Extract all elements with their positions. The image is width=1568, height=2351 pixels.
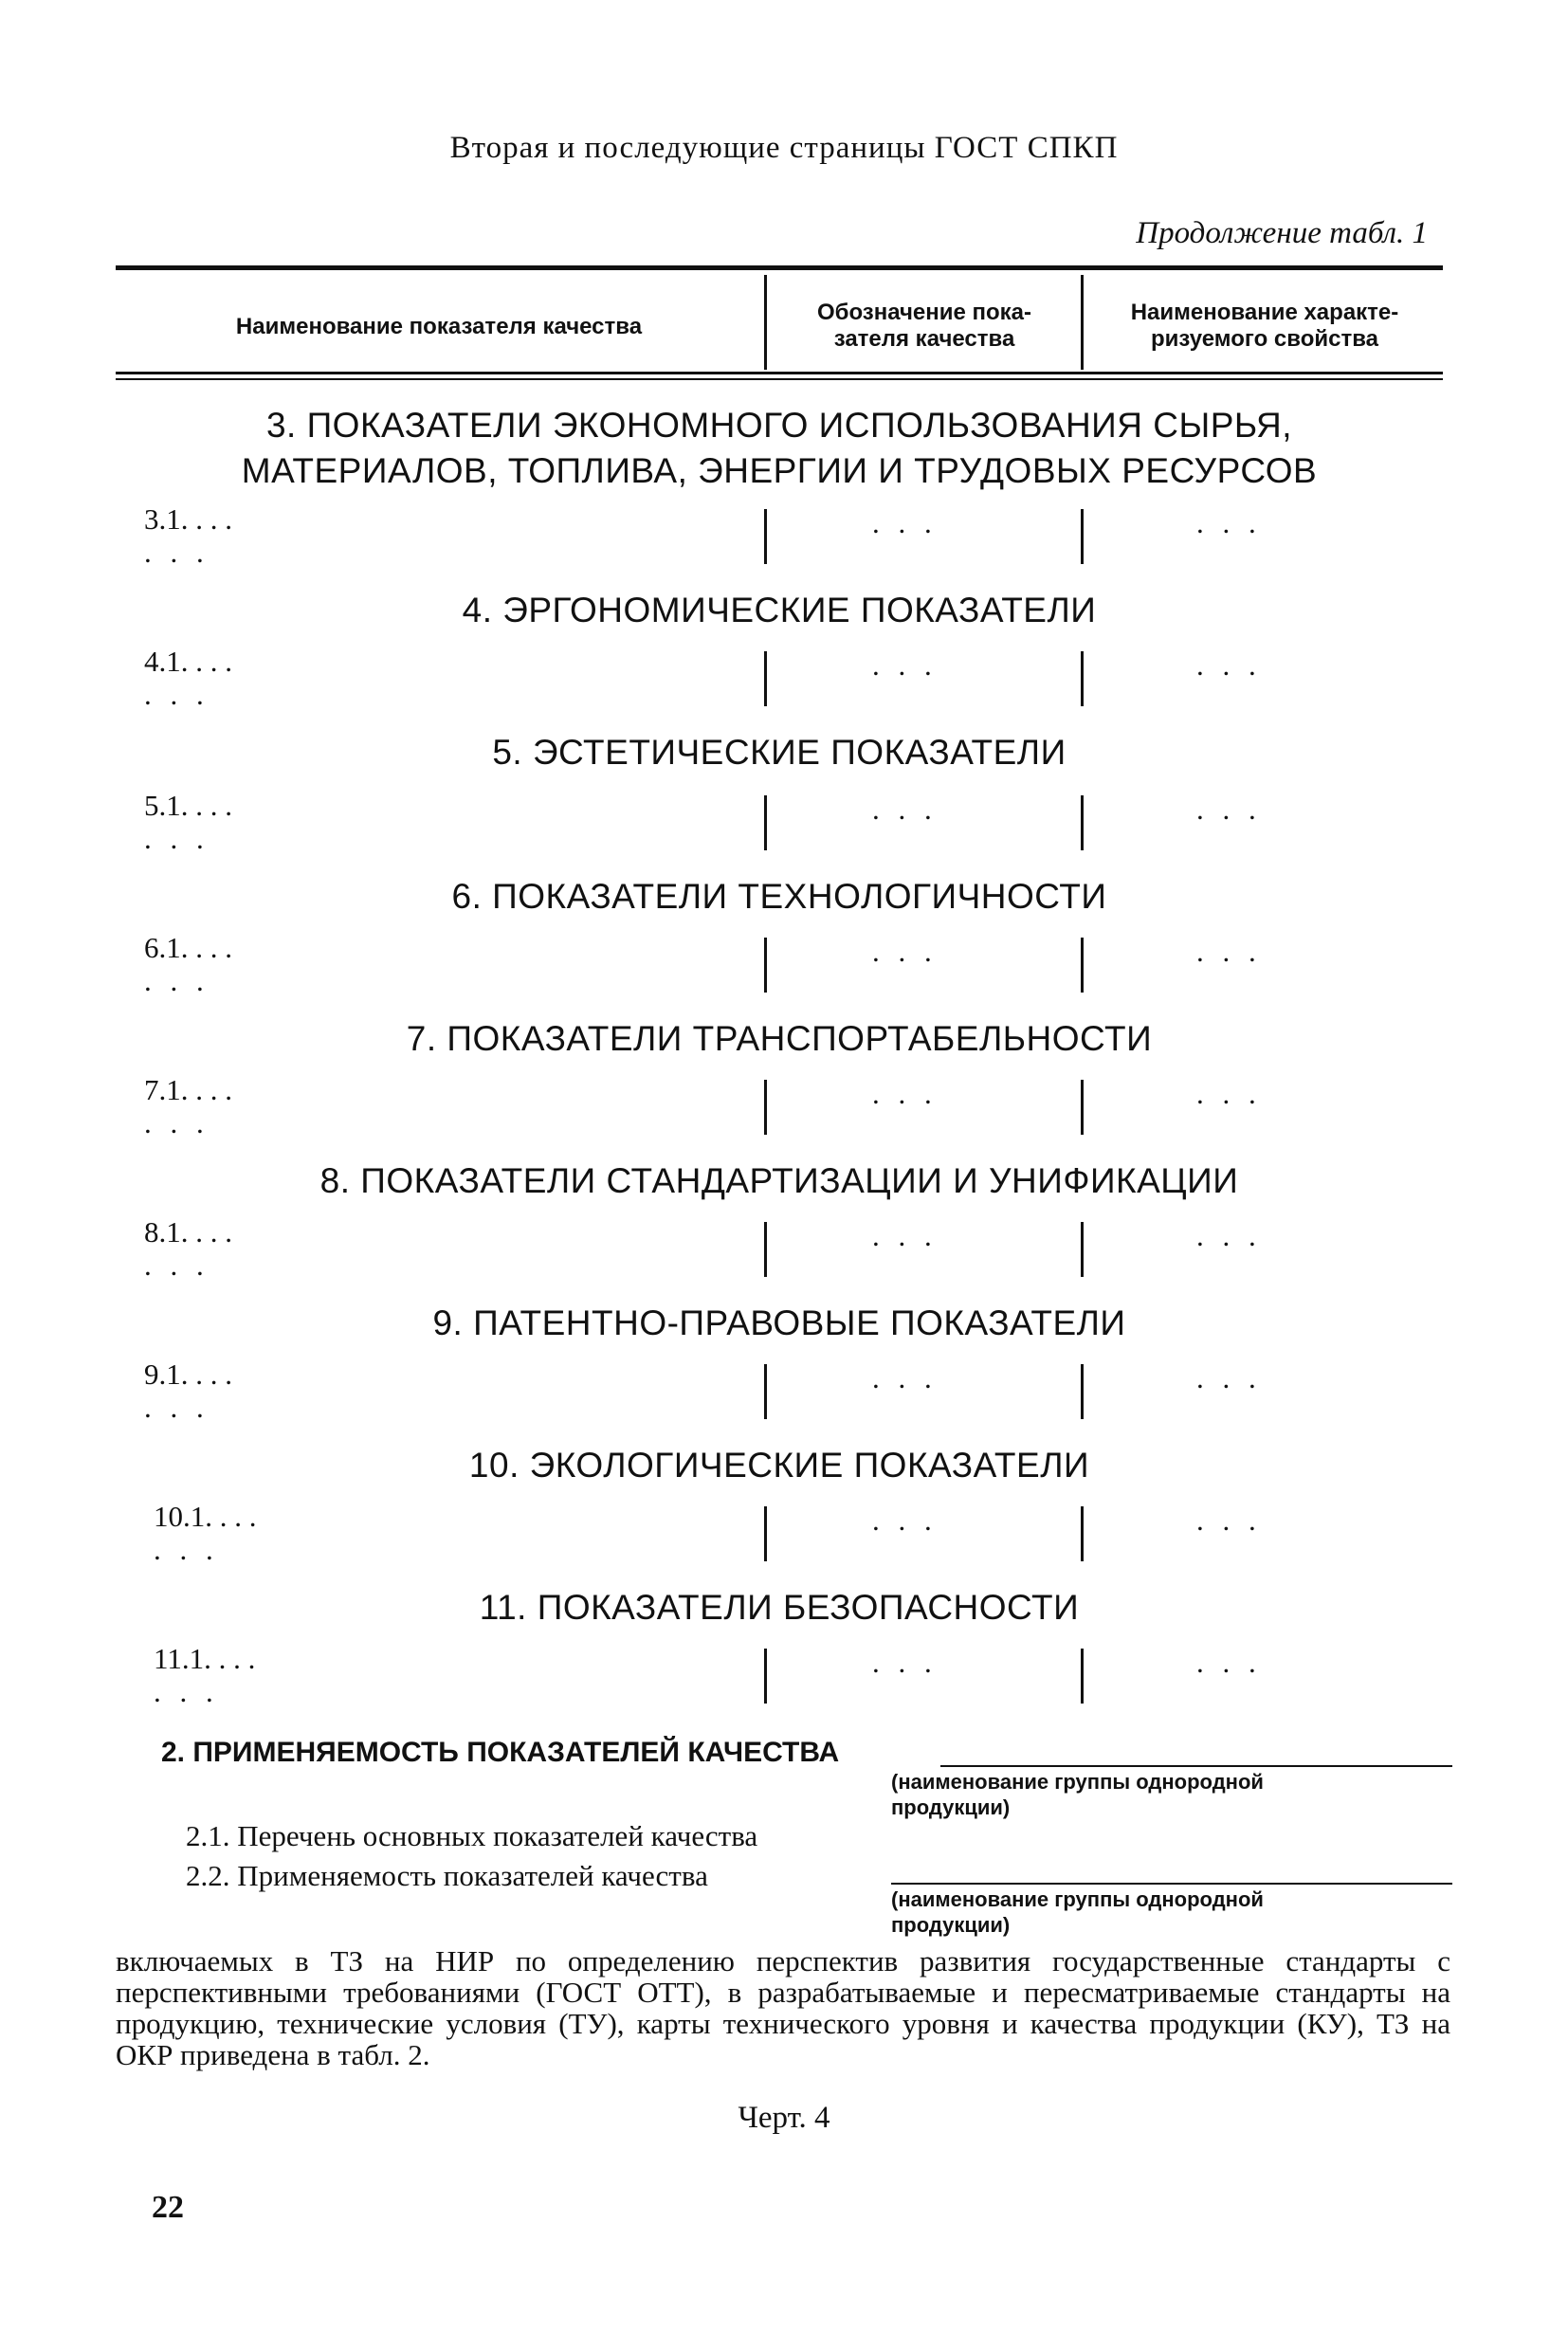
- cell-dots-designation: . . .: [872, 1504, 938, 1537]
- item-2-2-note-line1: (наименование группы однородной: [891, 1887, 1264, 1911]
- cell-dots-designation: . . .: [872, 793, 938, 826]
- row-continuation-dots: . . .: [144, 1248, 210, 1282]
- row-divider-2: [1081, 938, 1084, 993]
- row-divider-1: [764, 1222, 767, 1277]
- row-divider-1: [764, 509, 767, 564]
- header-divider-1: [764, 275, 767, 370]
- section-title: 8. ПОКАЗАТЕЛИ СТАНДАРТИЗАЦИИ И УНИФИКАЦИИ: [319, 1161, 1239, 1200]
- header-divider-2: [1081, 275, 1084, 370]
- row-divider-1: [764, 938, 767, 993]
- row-continuation-dots: . . .: [154, 1533, 219, 1566]
- table-header-bottom-rule-2: [116, 378, 1443, 380]
- section-title-line: 3. ПОКАЗАТЕЛИ ЭКОНОМНОГО ИСПОЛЬЗОВАНИЯ СЫРЬЯ,: [265, 406, 1293, 445]
- section-title: 11. ПОКАЗАТЕЛИ БЕЗОПАСНОСТИ: [479, 1588, 1080, 1627]
- item-2-2-note: [891, 1886, 1264, 1938]
- row-divider-2: [1081, 1649, 1084, 1704]
- section-title: [116, 403, 1443, 494]
- section-title: 10. ЭКОЛОГИЧЕСКИЕ ПОКАЗАТЕЛИ: [468, 1446, 1090, 1485]
- row-divider-2: [1081, 1364, 1084, 1419]
- row-label: 5.1. . . .: [144, 789, 232, 822]
- col-header-property-line2: ризуемого свойства: [1151, 326, 1378, 352]
- row-continuation-dots: . . .: [144, 1391, 210, 1424]
- section-title-line: МАТЕРИАЛОВ, ТОПЛИВА, ЭНЕРГИИ И ТРУДОВЫХ РЕСУРСОВ: [241, 451, 1318, 490]
- cell-dots-designation: . . .: [872, 1077, 938, 1110]
- item-2-1: 2.1. Перечень основных показателей качества: [186, 1819, 758, 1852]
- cell-dots-designation: . . .: [872, 506, 938, 539]
- row-label: 7.1. . . .: [144, 1073, 232, 1106]
- row-continuation-dots: . . .: [144, 964, 210, 997]
- cell-dots-property: . . .: [1196, 1219, 1262, 1252]
- table-continuation-label: Продолжение табл. 1: [1136, 216, 1428, 250]
- page-number: 22: [152, 2190, 184, 2225]
- cell-dots-designation: . . .: [872, 1219, 938, 1252]
- page-header: Вторая и последующие страницы ГОСТ СПКП: [449, 131, 1119, 165]
- row-continuation-dots: . . .: [144, 822, 210, 855]
- section-title: 9. ПАТЕНТНО-ПРАВОВЫЕ ПОКАЗАТЕЛИ: [432, 1303, 1126, 1342]
- row-label: 10.1. . . .: [154, 1500, 257, 1533]
- row-divider-1: [764, 1506, 767, 1561]
- cell-dots-property: . . .: [1196, 1504, 1262, 1537]
- applicability-fill-line: [940, 1765, 1452, 1767]
- item-2-2-note-line2: продукции): [891, 1913, 1011, 1937]
- figure-caption: Черт. 4: [738, 2101, 830, 2135]
- cell-dots-designation: . . .: [872, 1646, 938, 1679]
- section-title: 5. ЭСТЕТИЧЕСКИЕ ПОКАЗАТЕЛИ: [492, 733, 1067, 772]
- row-label: 4.1. . . .: [144, 645, 232, 678]
- row-continuation-dots: . . .: [154, 1675, 219, 1708]
- applicability-paragraph: включаемых в ТЗ на НИР по определению перспектив развития государственные стандарты с перспективными требованиями (ГОСТ ОТТ), в разрабатываемые и пересматриваемые стандарты на продукцию, технические условия (ТУ), карты технического уровня и качества продукции (КУ), ТЗ на ОКР приведена в табл. 2.: [116, 1944, 1450, 2071]
- cell-dots-property: . . .: [1196, 506, 1262, 539]
- cell-dots-property: . . .: [1196, 648, 1262, 682]
- section-title: 6. ПОКАЗАТЕЛИ ТЕХНОЛОГИЧНОСТИ: [451, 877, 1107, 916]
- row-divider-2: [1081, 1080, 1084, 1135]
- cell-dots-designation: . . .: [872, 935, 938, 968]
- row-continuation-dots: . . .: [144, 678, 210, 711]
- row-continuation-dots: . . .: [144, 1106, 210, 1139]
- cell-dots-property: . . .: [1196, 1077, 1262, 1110]
- row-divider-2: [1081, 795, 1084, 850]
- cell-dots-property: . . .: [1196, 793, 1262, 826]
- col-header-property-line1: Наименование характе-: [1130, 300, 1399, 325]
- row-divider-2: [1081, 1506, 1084, 1561]
- col-header-designation-line1: Обозначение пока-: [816, 300, 1032, 325]
- section-title: 4. ЭРГОНОМИЧЕСКИЕ ПОКАЗАТЕЛИ: [462, 591, 1097, 629]
- applicability-note-line1: (наименование группы однородной: [891, 1770, 1264, 1794]
- table-header-bottom-rule: [116, 372, 1443, 374]
- section-title: 7. ПОКАЗАТЕЛИ ТРАНСПОРТАБЕЛЬНОСТИ: [406, 1019, 1153, 1058]
- row-label: 9.1. . . .: [144, 1358, 232, 1391]
- row-label: 11.1. . . .: [154, 1642, 256, 1675]
- cell-dots-designation: . . .: [872, 648, 938, 682]
- item-2-2: 2.2. Применяемость показателей качества: [186, 1859, 708, 1892]
- row-divider-1: [764, 795, 767, 850]
- row-label: 6.1. . . .: [144, 931, 232, 964]
- row-continuation-dots: . . .: [144, 536, 210, 569]
- cell-dots-designation: . . .: [872, 1361, 938, 1394]
- row-divider-2: [1081, 651, 1084, 706]
- applicability-note: [891, 1769, 1264, 1820]
- col-header-property: [1086, 300, 1443, 353]
- col-header-designation-line2: зателя качества: [833, 326, 1015, 352]
- row-divider-2: [1081, 1222, 1084, 1277]
- row-label: 3.1. . . .: [144, 502, 232, 536]
- row-label: 8.1. . . .: [144, 1215, 232, 1248]
- item-2-2-fill-line: [891, 1883, 1452, 1885]
- cell-dots-property: . . .: [1196, 1646, 1262, 1679]
- col-header-designation: [770, 300, 1079, 353]
- row-divider-1: [764, 651, 767, 706]
- applicability-heading: 2. ПРИМЕНЯЕМОСТЬ ПОКАЗАТЕЛЕЙ КАЧЕСТВА: [161, 1737, 840, 1768]
- row-divider-1: [764, 1364, 767, 1419]
- row-divider-2: [1081, 509, 1084, 564]
- cell-dots-property: . . .: [1196, 1361, 1262, 1394]
- row-divider-1: [764, 1649, 767, 1704]
- cell-dots-property: . . .: [1196, 935, 1262, 968]
- table-top-rule: [116, 265, 1443, 270]
- row-divider-1: [764, 1080, 767, 1135]
- applicability-note-line2: продукции): [891, 1795, 1011, 1819]
- col-header-quality-name: Наименование показателя качества: [235, 314, 643, 339]
